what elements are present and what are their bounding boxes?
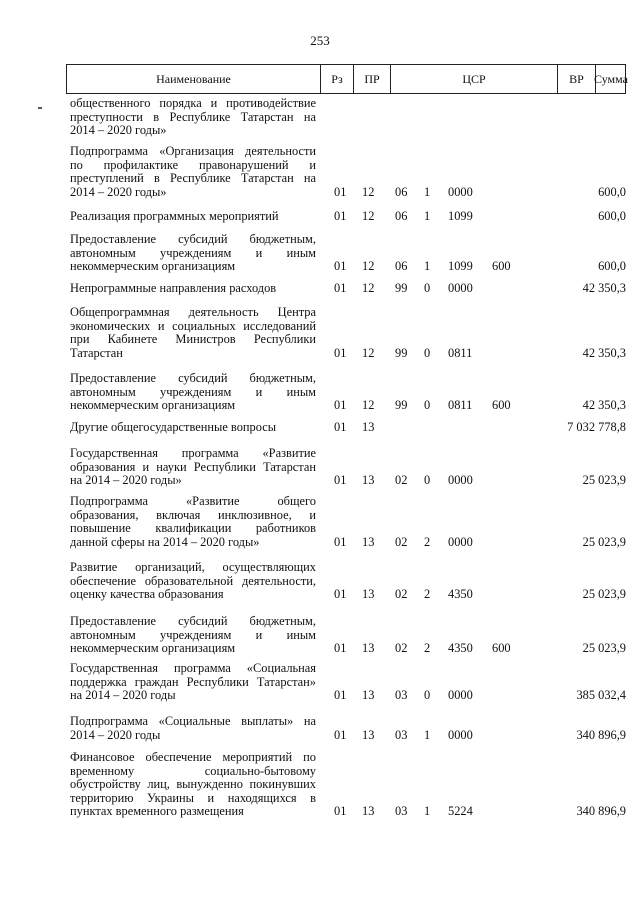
row-csr-direction: 0000 (448, 281, 473, 295)
table-row (70, 662, 626, 703)
row-pr: 13 (362, 473, 375, 488)
row-name-line: образования и науки Республики Татарстан (70, 459, 316, 474)
row-csr-direction: 1099 (448, 209, 473, 223)
row-csr-direction: 0811 (448, 345, 473, 360)
row-name-line: обеспечение образовательной деятельности, (70, 573, 316, 588)
table-row (70, 751, 626, 819)
row-name-line: Предоставление субсидий бюджетным, (70, 232, 316, 246)
row-name (70, 210, 316, 224)
table-row (70, 145, 626, 199)
row-rz: 01 (334, 420, 347, 434)
row-name-line: общественного порядка и противодействие (70, 96, 316, 110)
row-csr-direction: 0000 (448, 184, 473, 199)
table-header (66, 64, 626, 94)
row-csr-subprogram: 1 (424, 727, 431, 742)
row-name-line: пунктах временного размещения (70, 804, 244, 819)
row-sum: 600,0 (598, 184, 626, 199)
row-sum: 25 023,9 (582, 641, 626, 656)
row-pr: 13 (362, 587, 375, 602)
row-csr-direction: 4350 (448, 587, 473, 602)
row-csr-direction: 0000 (448, 688, 473, 703)
row-name-line: временному социально-бытовому (70, 763, 316, 778)
row-name-line: Предоставление субсидий бюджетным, (70, 614, 316, 628)
row-rz: 01 (334, 184, 347, 199)
row-name-line: автономным учреждениям и иным (70, 384, 316, 399)
row-pr: 13 (362, 804, 375, 819)
row-rz: 01 (334, 345, 347, 360)
row-name-line: некоммерческим организациям (70, 398, 236, 413)
row-csr-subprogram: 0 (424, 473, 431, 488)
table-row (70, 561, 626, 602)
header-rz: Рз (321, 65, 354, 93)
row-name-line: Общепрограммная деятельность Центра (70, 305, 316, 319)
row-csr-program: 02 (395, 473, 408, 488)
row-csr-program: 99 (395, 345, 408, 360)
row-pr: 13 (362, 641, 375, 656)
row-name-line: повышение квалификации работников (70, 521, 316, 536)
row-csr-subprogram: 1 (424, 184, 431, 199)
row-name-line: Предоставление субсидий бюджетным, (70, 371, 316, 385)
row-name-line: преступности в Республике Татарстан на (70, 109, 316, 124)
row-name-line: экономических и социальных исследований (70, 318, 316, 333)
row-sum: 600,0 (598, 209, 626, 223)
table-row (70, 282, 626, 296)
row-pr: 12 (362, 281, 375, 295)
row-name-line: поддержка граждан Республики Татарстан» (70, 674, 316, 689)
row-csr-program: 99 (395, 398, 408, 413)
row-name-line: автономным учреждениям и иным (70, 627, 316, 642)
row-name-line: автономным учреждениям и иным (70, 245, 316, 260)
header-csr: ЦСР (391, 65, 558, 93)
row-name-line: некоммерческим организациям (70, 641, 236, 656)
row-csr-subprogram: 2 (424, 641, 431, 656)
row-rz: 01 (334, 398, 347, 413)
row-name (70, 447, 316, 488)
row-pr: 12 (362, 398, 375, 413)
table-row (70, 233, 626, 274)
row-name-line: Подпрограмма «Организация деятельности (70, 144, 316, 158)
row-pr: 12 (362, 184, 375, 199)
row-name (70, 615, 316, 656)
row-name-line: Подпрограмма «Развитие общего (70, 494, 316, 508)
row-name-line: Реализация программных мероприятий (70, 209, 279, 223)
row-name-line: Государственная программа «Развитие (70, 446, 316, 460)
row-pr: 13 (362, 534, 375, 549)
row-pr: 13 (362, 727, 375, 742)
row-csr-subprogram: 0 (424, 281, 431, 295)
row-csr-subprogram: 1 (424, 259, 431, 274)
row-sum: 25 023,9 (582, 473, 626, 488)
margin-mark (38, 107, 42, 109)
row-csr-direction: 1099 (448, 259, 473, 274)
row-csr-program: 02 (395, 641, 408, 656)
row-name (70, 372, 316, 413)
row-name-line: территорию Украины и находящихся в (70, 790, 316, 805)
row-sum: 25 023,9 (582, 534, 626, 549)
row-rz: 01 (334, 209, 347, 223)
row-name (70, 421, 316, 435)
row-csr-subprogram: 1 (424, 804, 431, 819)
row-name-line: по профилактике правонарушений и (70, 157, 316, 172)
row-rz: 01 (334, 259, 347, 274)
header-name: Наименование (67, 65, 321, 93)
row-sum: 340 896,9 (576, 727, 626, 742)
row-sum: 7 032 778,8 (567, 420, 626, 434)
row-csr-direction: 0811 (448, 398, 473, 413)
row-sum: 600,0 (598, 259, 626, 274)
row-pr: 12 (362, 209, 375, 223)
row-pr: 13 (362, 688, 375, 703)
row-name (70, 662, 316, 703)
row-name-line: образования, включая инклюзивное, и (70, 507, 316, 522)
table-row (70, 210, 626, 224)
row-vr: 600 (492, 398, 511, 413)
row-csr-program: 03 (395, 688, 408, 703)
table-row (70, 306, 626, 360)
row-name-line: Непрограммные направления расходов (70, 281, 277, 295)
row-csr-direction: 0000 (448, 473, 473, 488)
row-name-line: оценку качества образования (70, 587, 224, 602)
row-csr-program: 06 (395, 259, 408, 274)
row-sum: 42 350,3 (582, 345, 626, 360)
row-name-line: Государственная программа «Социальная (70, 661, 316, 675)
table-row (70, 97, 626, 138)
row-name-line: Развитие организаций, осуществляющих (70, 560, 316, 574)
row-rz: 01 (334, 587, 347, 602)
row-name-line: Подпрограмма «Социальные выплаты» на (70, 714, 316, 728)
row-rz: 01 (334, 281, 347, 295)
row-sum: 42 350,3 (582, 281, 626, 295)
row-csr-program: 03 (395, 727, 408, 742)
row-rz: 01 (334, 534, 347, 549)
row-pr: 13 (362, 420, 375, 434)
row-vr: 600 (492, 641, 511, 656)
row-csr-program: 06 (395, 209, 408, 223)
row-rz: 01 (334, 727, 347, 742)
row-name-line: преступлений в Республике Татарстан на (70, 171, 316, 186)
row-csr-program: 03 (395, 804, 408, 819)
row-name (70, 97, 316, 138)
table-row (70, 372, 626, 413)
row-name-line: 2014 – 2020 годы» (70, 123, 167, 138)
row-name (70, 233, 316, 274)
row-sum: 340 896,9 (576, 804, 626, 819)
row-name-line: некоммерческим организациям (70, 259, 236, 274)
row-name-line: Татарстан (70, 345, 123, 360)
table-row (70, 447, 626, 488)
table-row (70, 615, 626, 656)
row-rz: 01 (334, 804, 347, 819)
row-name (70, 751, 316, 819)
header-sum: Сумма (594, 72, 628, 86)
row-csr-subprogram: 1 (424, 209, 431, 223)
row-rz: 01 (334, 641, 347, 656)
row-rz: 01 (334, 473, 347, 488)
row-csr-direction: 0000 (448, 727, 473, 742)
row-csr-subprogram: 0 (424, 398, 431, 413)
row-vr: 600 (492, 259, 511, 274)
row-name (70, 715, 316, 742)
row-name (70, 282, 316, 296)
row-csr-program: 06 (395, 184, 408, 199)
row-csr-direction: 0000 (448, 534, 473, 549)
row-name (70, 306, 316, 360)
row-name-line: Финансовое обеспечение мероприятий по (70, 750, 316, 764)
header-vr: ВР (558, 65, 596, 93)
row-sum: 25 023,9 (582, 587, 626, 602)
row-name-line: Другие общегосударственные вопросы (70, 420, 277, 434)
row-name-line: на 2014 – 2020 годы» (70, 473, 182, 488)
row-name-line: при Кабинете Министров Республики (70, 332, 316, 347)
row-name-line: на 2014 – 2020 годы (70, 688, 176, 703)
page-number: 253 (310, 33, 330, 48)
row-csr-program: 02 (395, 587, 408, 602)
row-name (70, 561, 316, 602)
row-name-line: данной сферы на 2014 – 2020 годы» (70, 534, 260, 549)
row-pr: 12 (362, 259, 375, 274)
row-csr-subprogram: 2 (424, 587, 431, 602)
row-csr-program: 99 (395, 281, 408, 295)
row-csr-subprogram: 0 (424, 688, 431, 703)
table-row (70, 495, 626, 549)
row-sum: 42 350,3 (582, 398, 626, 413)
row-name-line: 2014 – 2020 годы» (70, 184, 167, 199)
row-name-line: 2014 – 2020 годы (70, 727, 161, 742)
row-pr: 12 (362, 345, 375, 360)
row-rz: 01 (334, 688, 347, 703)
table-row (70, 715, 626, 742)
row-name (70, 495, 316, 549)
row-csr-subprogram: 2 (424, 534, 431, 549)
row-name (70, 145, 316, 199)
row-sum: 385 032,4 (576, 688, 626, 703)
row-csr-direction: 4350 (448, 641, 473, 656)
row-csr-subprogram: 0 (424, 345, 431, 360)
row-name-line: обустройству лиц, вынужденно покинувших (70, 777, 316, 792)
row-csr-program: 02 (395, 534, 408, 549)
header-pr: ПР (354, 65, 391, 93)
table-row (70, 421, 626, 435)
row-csr-direction: 5224 (448, 804, 473, 819)
